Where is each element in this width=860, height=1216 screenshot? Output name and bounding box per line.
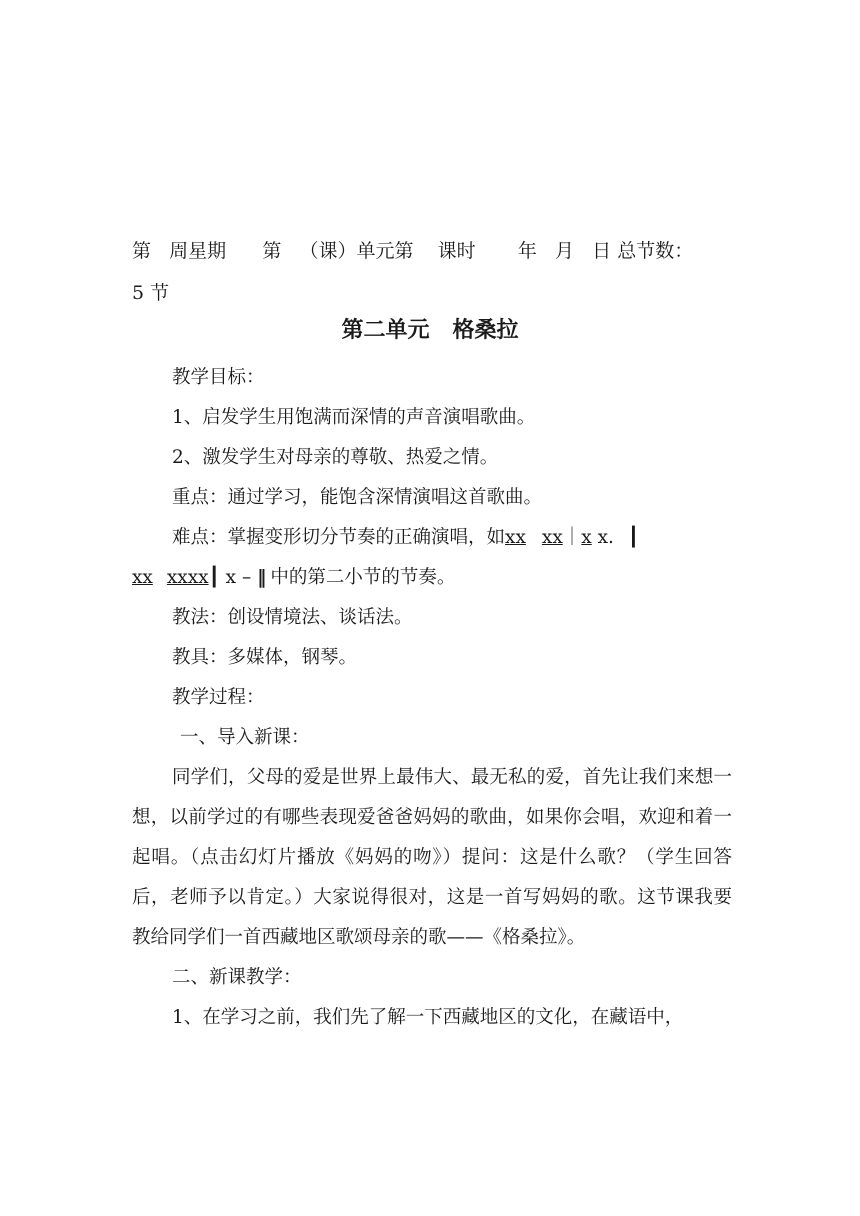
section-2-heading: 二、新课教学： — [172, 967, 302, 988]
difficulty-suffix: 中的第二小节的节奏。 — [270, 567, 456, 588]
document-body — [132, 358, 732, 1038]
total-lessons: 5 节 — [132, 282, 170, 304]
lesson-info-line: 第 周星期 第 （课）单元第 课时 年 月 日 总节数： — [132, 240, 694, 262]
rhythm-barline: ┃ — [627, 527, 640, 548]
rhythm-note: xx — [505, 527, 526, 548]
objectives-label: 教学目标： — [172, 367, 265, 388]
objective-item-1: 1、启发学生用饱满而深情的声音演唱歌曲。 — [172, 407, 536, 428]
objective-item-2: 2、激发学生对母亲的尊敬、热爱之情。 — [172, 447, 499, 468]
rhythm-barline: ‖ — [257, 567, 267, 588]
key-point: 重点：通过学习，能饱含深情演唱这首歌曲。 — [172, 487, 543, 508]
teaching-method: 教法：创设情境法、谈话法。 — [172, 607, 413, 628]
rhythm-note: x. — [591, 527, 614, 548]
section-1-paragraph: 同学们，父母的爱是世界上最伟大、最无私的爱，首先让我们来想一想，以前学过的有哪些表现爱爸爸妈妈的歌曲，如果你会唱，欢迎和着一起唱。（点击幻灯片播放《妈妈的吻》）提问：这是什么歌？（学生回答后，老师予以肯定。）大家说得很对，这是一首写妈妈的歌。这节课我要教给同学们一首西藏地区歌颂母亲的歌——《格桑拉》。 — [132, 767, 732, 948]
rhythm-note: x — [581, 527, 592, 548]
page-title: 第二单元 格桑拉 — [341, 318, 519, 343]
difficulty-line-2 — [132, 558, 732, 598]
process-label: 教学过程： — [172, 687, 265, 708]
rhythm-note: xx — [541, 527, 563, 548]
rhythm-barline: ┃ — [208, 567, 220, 588]
rhythm-barline: ｜ — [562, 527, 582, 548]
rhythm-note: x – — [219, 567, 258, 588]
teaching-tools: 教具：多媒体，钢琴。 — [172, 647, 358, 668]
section-1-heading: 一、导入新课： — [180, 727, 310, 748]
difficulty-line-1 — [132, 518, 732, 558]
rhythm-note: xx — [132, 567, 153, 588]
difficulty-prefix: 难点：掌握变形切分节奏的正确演唱，如 — [172, 527, 506, 548]
section-2-item-1: 1、在学习之前，我们先了解一下西藏地区的文化，在藏语中， — [172, 1007, 684, 1028]
rhythm-note: xxxx — [166, 567, 209, 588]
